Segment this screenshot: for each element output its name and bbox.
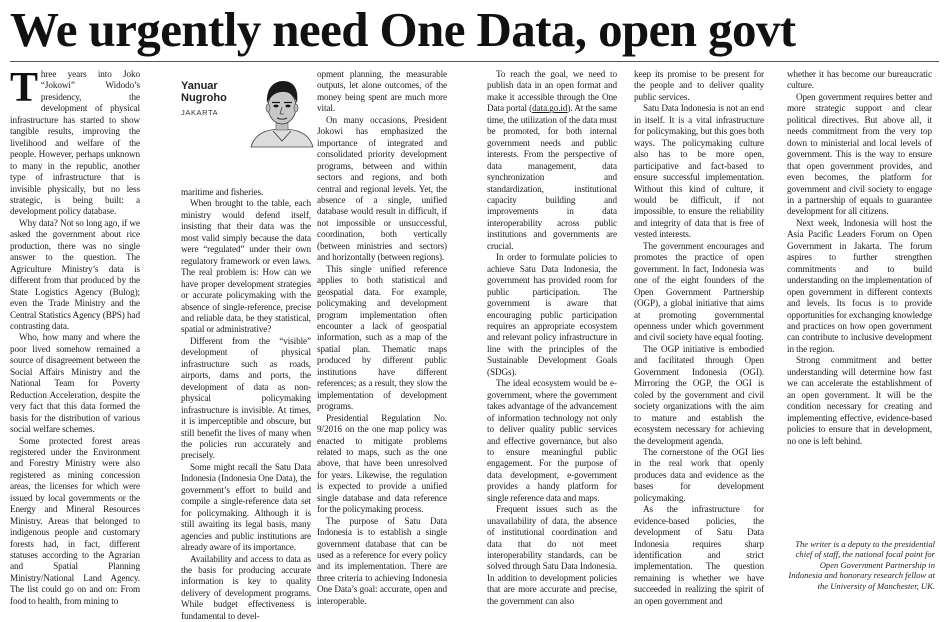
paragraph: keep its promise to be present for the people and to deliver quality public services.: [634, 69, 764, 103]
article-column-3: [317, 69, 447, 587]
paragraph: Availability and access to data as the basis for producing accurate information is key to quality delivery of development programs. While budget effectiveness is fundamental to devel-: [181, 554, 311, 622]
headline-rule: [10, 61, 939, 62]
paragraph: The government encourages and promotes the practice of open government. In fact, Indonesia was one of the eight founders of the Open Government Partnership (OGP), a global initiative that aims at promoting governmental openness under which government and civil society have equal footing.: [634, 241, 764, 344]
paragraph: Presidential Regulation No. 9/2016 on the one map policy was enacted to mitigate problems related to maps, such as the one above, that have been unresolved for years. Likewise, the regulation is expected to provide a unified single database and data reference for the policymaking process.: [317, 413, 447, 516]
paragraph: This single unified reference applies to both statistical and geospatial data. For example, policymaking and development program implementation often encounter a lack of geospatial information, such as a map of the spatial plan. Thematic maps produced by different public institutions have different references; as a result, they slow the implementation of development programs.: [317, 264, 447, 413]
byline: [181, 73, 317, 181]
paragraph: maritime and fisheries.: [181, 187, 311, 198]
paragraph: To reach the goal, we need to publish data in an open format and make it accessible through the One Data portal (data.go.id). At the same time, the utilization of the data must be promoted, for both internal government needs and public interests. From the perspective of data management, data synchronization and standardization, institutional capacity building and improvements in data interoperability across public institutions and governments are crucial.: [487, 69, 617, 252]
author-portrait: [249, 73, 315, 147]
article-column-4: [487, 69, 617, 587]
paragraph: Open government requires better and more strategic support and clear political directives. But above all, it needs commitment from the very top down to ministerial and local levels of government. This is the way to ensure that open government provides, and even becomes, the platform for government and civil society to engage in a partnership of equals to guarantee development for all citizens.: [787, 92, 932, 218]
paragraph: The cornerstone of the OGI lies in the real work that openly produces data and evidence as the bases for development policymaking.: [634, 447, 764, 504]
paragraph: Some protected forest areas registered under the Environment and Forestry Ministry were also registered as mining concession areas, the licenses for which were issued by local governments or the Energy and Mineral Resources Ministry. Areas that belonged to indigenous people and customary forests had, in fact, different statuses according to the Agrarian and Spatial Planning Ministry/National Land Agency. The list could go on and on: From food to health, from mining to: [10, 436, 140, 608]
article-column-2: [181, 187, 311, 587]
paragraph: Some might recall the Satu Data Indonesia (Indonesia One Data), the government’s effort to build and compile a single-reference data set for policymaking. Although it is still awaiting its legal basis, many agencies and public institutions are already aware of its importance.: [181, 462, 311, 554]
paragraph: opment planning, the measurable outputs, let alone outcomes, of the money being spent are much more vital.: [317, 69, 447, 115]
author-bio: The writer is a deputy to the presidential chief of staff, the national focal point for Open Government Partnership in Indonesia and honorary research fellow at the University of Manchester, UK.: [787, 539, 935, 591]
paragraph: In order to formulate policies to achieve Satu Data Indonesia, the government has provided room for public participation. The government is aware that encouraging public participation requires an appropriate ecosystem and relevant policy infrastructure in line with the principles of the Sustainable Development Goals (SDGs).: [487, 252, 617, 378]
headline: We urgently need One Data, open govt: [10, 2, 940, 58]
article-column-5: [634, 69, 764, 587]
paragraph: As the infrastructure for evidence-based policies, the development of Satu Data Indonesia requires sharp identification and strict implementation. The question remaining is whether we have succeeded in realizing the spirit of an open government and: [634, 504, 764, 607]
paragraph: Three years into Joko “Jokowi” Widodo’s presidency, the development of physical infrastructure has started to show tangible results, improving the livelihood and welfare of the people. However, perhaps unknown to many in the republic, another type of infrastructure that is invisible physically, but no less strategic, is being built: a development policy database.: [10, 69, 140, 218]
paragraph: Strong commitment and better understanding will determine how fast we can accelerate the establishment of an open government. It will be the condition necessary for creating and implementing effective, evidence-based policies to ensure that in development, no one is left behind.: [787, 355, 932, 447]
paragraph: On many occasions, President Jokowi has emphasized the importance of integrated and consolidated priority development programs, between and within sectors and regions, and both central and regional levels. Yet, the absence of a single, unified database would result in difficult, if not impossible or unsuccessful, coordination, both vertically (between ministries and sectors) and horizontally (between regions).: [317, 115, 447, 264]
paragraph: The ideal ecosystem would be e-government, where the government takes advantage of the advancement of information technology not only to deliver quality public services and effective governance, but also to ensure meaningful public engagement. For the purpose of data development, e-government provides a handy platform for single reference data and maps.: [487, 378, 617, 504]
paragraph: Different from the “visible” development of physical infrastructure such as roads, airports, dams and ports, the development of data as non-physical policymaking infrastructure is invisible. At times, it is imperceptible and obscure, but still benefit the lives of many when the policies run accurately and precisely.: [181, 336, 311, 462]
paragraph: Frequent issues such as the unavailability of data, the absence of institutional coordination and data that do not meet interoperability standards, can be solved through Satu Data Indonesia. In addition to development policies that are more accurate and precise, the government can also: [487, 504, 617, 607]
article-column-1: [10, 69, 140, 587]
paragraph: Satu Data Indonesia is not an end in itself. It is a vital infrastructure for policymaking, but this goes both ways. The policymaking culture also has to be more open, participative and fact-based to ensure successful implementation. Without this kind of culture, it would be difficult, if not impossible, to ensure the reliability and integrity of data that is free of vested interests.: [634, 103, 764, 240]
drop-cap: T: [10, 71, 38, 105]
paragraph: The purpose of Satu Data Indonesia is to establish a single government database that can be used as a reference for every policy and its implementation. There are three criteria to achieving Indonesia One Data’s goal: accurate, open and interoperable.: [317, 516, 447, 608]
paragraph: Next week, Indonesia will host the Asia Pacific Leaders Forum on Open Government in Jakarta. The forum aspires to further strengthen commitments and to build understanding on the implementation of open government in different contexts and levels. Its focus is to provide opportunities for exchanging knowledge and practices on how open government can contribute to inclusive development in the region.: [787, 218, 932, 355]
author-name: Yanuar Nugroho: [181, 80, 251, 104]
paragraph: Who, how many and where the poor lived somehow remained a source of disagreement between the Social Affairs Ministry and the National Team for Poverty Reduction Acceleration, despite the very fact that this data formed the basis for the distribution of various social welfare schemes.: [10, 332, 140, 435]
dateline-city: JAKARTA: [181, 108, 218, 117]
data-portal-link: data.go.id: [532, 103, 567, 113]
paragraph: The OGP initiative is embodied and facilitated through Open Government Indonesia (OGI). Mirroring the OGP, the OGI is coled by the government and civil society organizations with the aim to mature and establish the ecosystem necessary for achieving the development agenda.: [634, 344, 764, 447]
paragraph: Why data? Not so long ago, if we asked the government about rice production, there was no single answer to the question. The Agriculture Ministry’s data is different from that produced by the State Logistics Agency (Bulog); even the Trade Ministry and the Central Statistics Agency (BPS) had contrasting data.: [10, 218, 140, 333]
paragraph: whether it has become our bureaucratic culture.: [787, 69, 932, 92]
paragraph: When brought to the table, each ministry would defend itself, insisting that their data was the most valid simply because the data were “regulated” under their own regulatory framework or even laws. The real problem is: How can we have proper development strategies or accurate policymaking with the absence of single-reference, precise and reliable data, be they statistical, spatial or administrative?: [181, 198, 311, 335]
article-column-6: [787, 69, 932, 535]
